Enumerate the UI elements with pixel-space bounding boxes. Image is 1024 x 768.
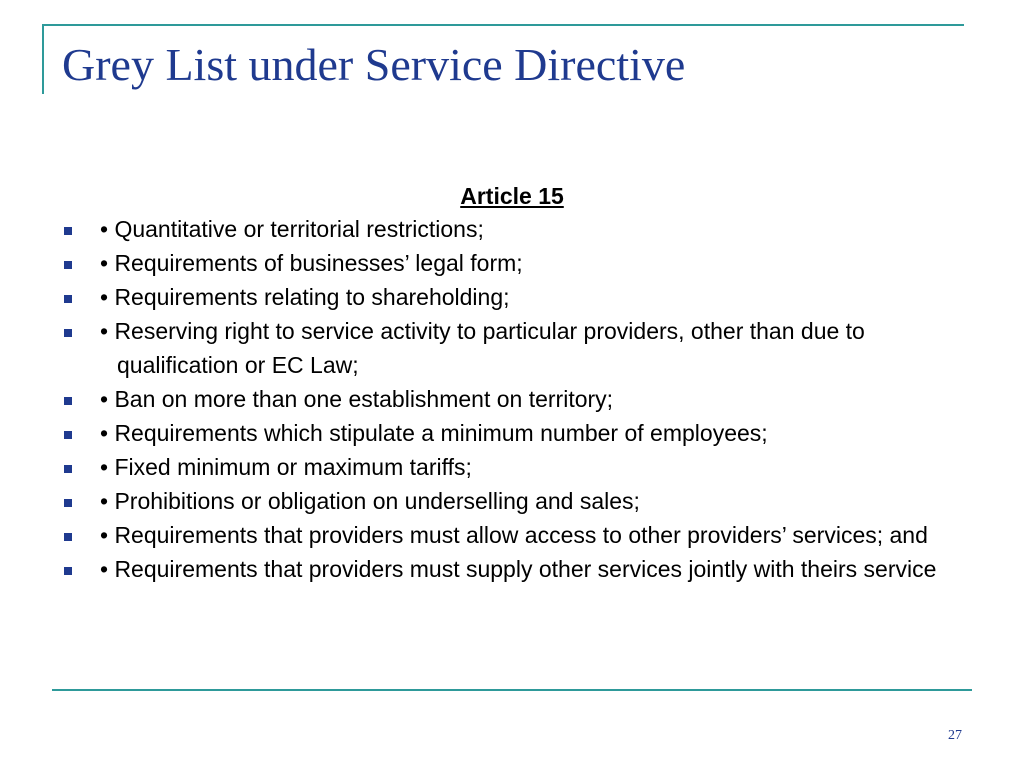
square-bullet-icon	[64, 533, 72, 541]
slide-title: Grey List under Service Directive	[62, 39, 686, 90]
bullet-text: • Requirements of businesses’ legal form;	[100, 250, 523, 276]
bullet-item	[58, 212, 988, 246]
square-bullet-icon	[64, 397, 72, 405]
bullet-item	[58, 552, 988, 586]
square-bullet-icon	[64, 465, 72, 473]
bullet-text: • Quantitative or territorial restrictions;	[100, 216, 484, 242]
bullet-text: • Reserving right to service activity to particular providers, other than due to qualification or EC Law;	[100, 318, 865, 378]
bullet-item	[58, 450, 988, 484]
square-bullet-icon	[64, 431, 72, 439]
bullet-list	[58, 212, 988, 586]
bullet-item	[58, 246, 988, 280]
bullet-item	[58, 416, 988, 450]
square-bullet-icon	[64, 567, 72, 575]
square-bullet-icon	[64, 261, 72, 269]
title-frame-left-line	[42, 24, 44, 94]
square-bullet-icon	[64, 295, 72, 303]
bullet-item	[58, 314, 988, 382]
bullet-text: • Fixed minimum or maximum tariffs;	[100, 454, 472, 480]
bullet-text: • Requirements that providers must allow access to other providers’ services; and	[100, 522, 928, 548]
page-number: 27	[948, 728, 962, 743]
square-bullet-icon	[64, 227, 72, 235]
bullet-item	[58, 518, 988, 552]
square-bullet-icon	[64, 499, 72, 507]
square-bullet-icon	[64, 329, 72, 337]
bullet-text: • Ban on more than one establishment on territory;	[100, 386, 614, 412]
article-heading: Article 15	[460, 183, 564, 209]
bullet-text: • Prohibitions or obligation on underselling and sales;	[100, 488, 640, 514]
bullet-item	[58, 484, 988, 518]
bullet-item	[58, 280, 988, 314]
title-frame-top-line	[42, 24, 964, 26]
bullet-text: • Requirements relating to shareholding;	[100, 284, 510, 310]
bullet-text: • Requirements that providers must supply other services jointly with theirs service	[100, 556, 937, 582]
bullet-text: • Requirements which stipulate a minimum number of employees;	[100, 420, 768, 446]
bullet-item	[58, 382, 988, 416]
footer-divider	[52, 689, 972, 691]
